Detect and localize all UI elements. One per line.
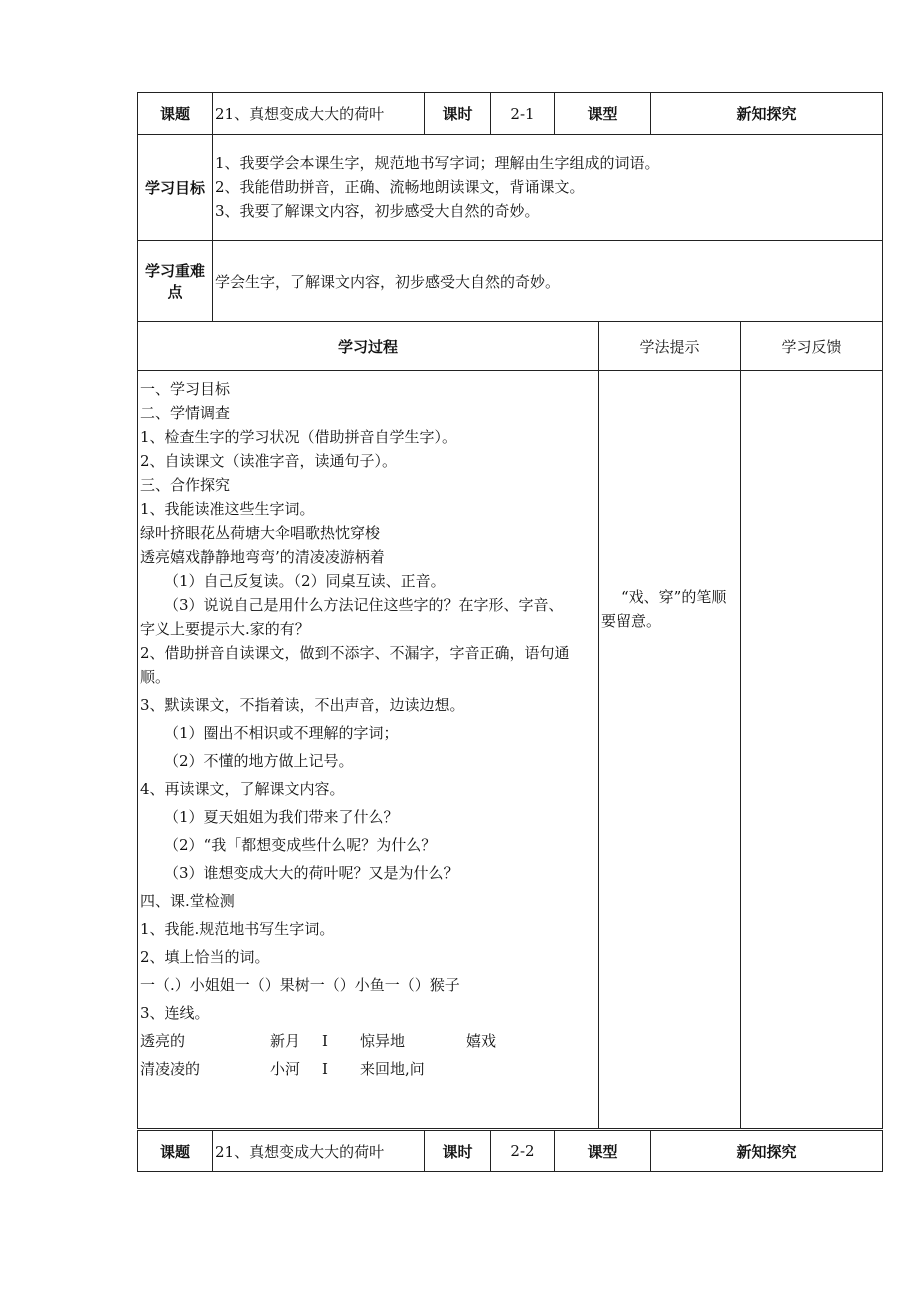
process-line: 3、连线。 [140,1004,210,1022]
process-line: 1、我能.规范地书写生字词。 [140,920,335,938]
match-cell: 透亮的 [140,1032,186,1050]
feedback-content [741,371,883,1129]
goal-item: 2、我能借助拼音，正确、流畅地朗读课文，背诵课文。 [215,178,585,196]
method-header: 学法提示 [599,322,741,371]
type-label: 课型 [555,1131,651,1172]
method-tip: “戏、穿”的笔顺要留意。 [599,371,741,1129]
process-line: 2、填上恰当的词。 [140,948,270,966]
process-line: 一（.）小姐姐一（）果树一（）小鱼一（）猴子 [140,976,460,994]
process-line: 绿叶挤眼花丛荷塘大伞唱歌热忱穿梭 [140,524,381,542]
match-cell: 清凌凌的 [140,1060,201,1078]
process-line: 4、再读课文，了解课文内容。 [140,780,345,798]
process-line: 字义上要提示大.家的有？ [140,620,310,638]
match-cell: 嬉戏 [466,1032,497,1050]
key-points-text: 学会生字，了解课文内容，初步感受大自然的奇妙。 [213,241,883,322]
period-label: 课时 [425,1131,491,1172]
topic-label: 课题 [138,93,213,135]
type-label: 课型 [555,93,651,135]
goal-item: 1、我要学会本课生字，规范地书写字词；理解由生字组成的词语。 [215,154,660,172]
process-line: 2、借助拼音自读课文，做到不添字、不漏字，字音正确，语句通顺。 [140,644,570,686]
process-header: 学习过程 [138,322,599,371]
goals-content [213,135,883,241]
process-line: （3）谁想变成大大的荷叶呢？又是为什么？ [164,864,459,882]
match-cell: I [322,1060,328,1078]
type-value: 新知探究 [651,1131,883,1172]
process-line: 三、合作探究 [140,476,231,494]
process-line: 3、默读课文，不指着读，不出声音，边读边想。 [140,696,465,714]
process-line: 二、学情调查 [140,404,231,422]
process-line: 透亮嬉戏静静地弯弯’的清凌凌游柄着 [140,548,385,566]
process-line: 1、检查生字的学习状况（借助拼音自学生字）。 [140,428,458,446]
feedback-header: 学习反馈 [741,322,883,371]
match-cell: 惊异地 [360,1032,406,1050]
process-content [138,371,599,1129]
process-line: （3）说说自己是用什么方法记住这些字的？在字形、字音、 [164,596,564,614]
match-row [140,1057,598,1081]
process-table [137,321,883,1129]
type-value: 新知探究 [651,93,883,135]
topic-label: 课题 [138,1131,213,1172]
period-value: 2-2 [491,1131,555,1172]
topic-value: 21、真想变成大大的荷叶 [213,93,425,135]
process-line: （1）自己反复读。（2）同桌互读、正音。 [164,572,446,590]
process-line: （1）夏天姐姐为我们带来了什么？ [164,808,399,826]
goals-label: 学习目标 [138,135,213,241]
process-line: 2、自读课文（读准字音，读通句子）。 [140,452,398,470]
goals-table [137,134,883,322]
match-cell: 新月 [270,1032,301,1050]
process-line: （2）“我「都想变成些什么呢？为什么？ [164,836,437,854]
match-cell: 来回地,问 [360,1060,425,1078]
match-cell: I [322,1032,328,1050]
key-points-label: 学习重难点 [138,241,213,322]
period-value: 2-1 [491,93,555,135]
process-line: （2）不懂的地方做上记号。 [164,752,354,770]
process-line: 四、课.堂检测 [140,892,235,910]
period-label: 课时 [425,93,491,135]
lesson-header-table [137,92,883,135]
goal-item: 3、我要了解课文内容，初步感受大自然的奇妙。 [215,202,540,220]
process-line: （1）圈出不相识或不理解的字词； [164,724,399,742]
process-line: 1、我能读准这些生字词。 [140,500,315,518]
topic-value: 21、真想变成大大的荷叶 [213,1131,425,1172]
lesson-header-table-2 [137,1130,883,1172]
process-line: 一、学习目标 [140,380,231,398]
match-cell: 小河 [270,1060,301,1078]
match-row [140,1029,598,1053]
